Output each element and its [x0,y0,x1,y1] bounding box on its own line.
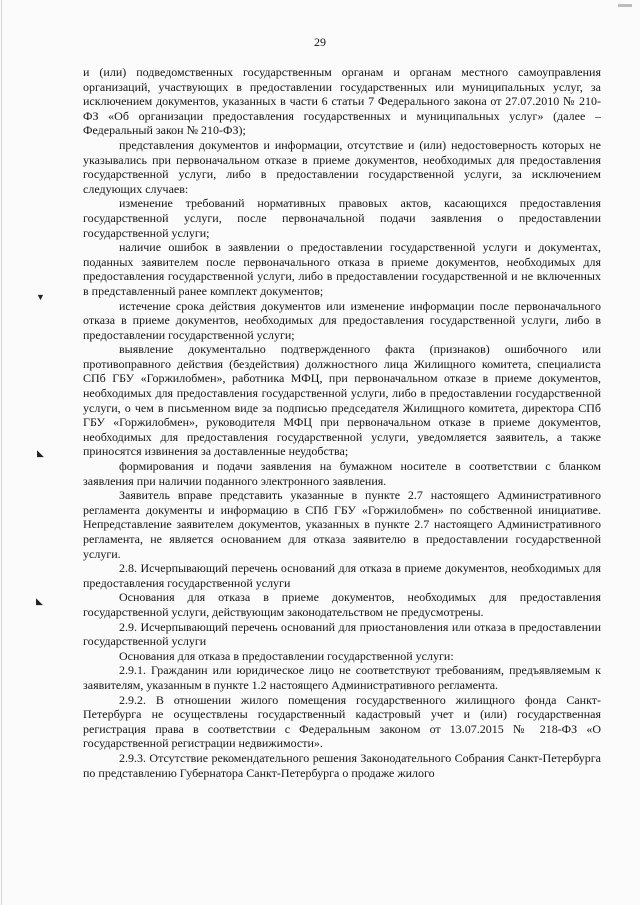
document-body [83,65,601,780]
scan-edge-line [1,0,2,905]
paragraph: выявление документально подтвержденного факта (признаков) ошибочного или противоправного действия (бездействия) должностного лица Жилищного комитета, специалиста СПб ГБУ «Горжилобмен», работника МФЦ, при первоначальном отказе в приеме документов, необходимых для предоставления государственной услуги, либо в предоставлении государственной услуги, о чем в письменном виде за подписью председателя Жилищного комитета, директора СПб ГБУ «Горжилобмен», руководителя МФЦ при первоначальном отказе в приеме документов, необходимых для предоставления государственной услуги, уведомляется заявитель, а также приносятся извинения за доставленные неудобства; [83,342,601,459]
paragraph: 2.9.2. В отношении жилого помещения государственного жилищного фонда Санкт-Петербурга не осуществлены государственный кадастровый учет и (или) государственная регистрация права в соответствии с Федеральным законом от 13.07.2015 № 218-ФЗ «О государственной регистрации недвижимости». [83,692,601,751]
paragraph: Основания для отказа в приеме документов, необходимых для предоставления государственной услуги, действующим законодательством не предусмотрены. [83,590,601,619]
section-heading: 2.8. Исчерпывающий перечень оснований для отказа в приеме документов, необходимых для предоставления государственной услуги [83,561,601,590]
margin-mark-icon: ◣ [36,596,43,606]
paragraph: изменение требований нормативных правовых актов, касающихся предоставления государственной услуги, после первоначальной подачи заявления о предоставлении государственной услуги; [83,196,601,240]
paragraph: 2.9.3. Отсутствие рекомендательного решения Законодательного Собрания Санкт-Петербурга по представлению Губернатора Санкт-Петербурга о продаже жилого [83,750,601,780]
paragraph: 2.9.1. Гражданин или юридическое лицо не соответствуют требованиям, предъявляемым к заявителям, указанным в пункте 1.2 настоящего Административного регламента. [83,663,601,692]
page-number: 29 [314,35,326,49]
paragraph: истечение срока действия документов или изменение информации после первоначального отказа в приеме документов, необходимых для предоставления государственной услуги, либо в предоставлении государственной услуги; [83,298,601,342]
paragraph: и (или) подведомственных государственным органам и органам местного самоуправления организаций, участвующих в предоставлении государственных или муниципальных услуг, за исключением документов, указанных в части 6 статьи 7 Федерального закона от 27.07.2010 № 210-ФЗ «Об организации предоставления государственных и муниципальных услуг» (далее – Федеральный закон № 210-ФЗ); [83,65,601,138]
margin-arrow-icon: ▼ [36,292,45,302]
section-heading: 2.9. Исчерпывающий перечень оснований для приостановления или отказа в предоставлении государственной услуги [83,619,601,649]
paragraph: наличие ошибок в заявлении о предоставлении государственной услуги и документах, поданных заявителем после первоначального отказа в приеме документов, необходимых для предоставления государственной услуги, либо в предоставлении государственной и не включенных в представленный ранее комплект документов; [83,240,601,298]
scan-corner-mark [618,4,632,7]
margin-mark-icon: ◣ [37,448,44,458]
paragraph: формирования и подачи заявления на бумажном носителе в соответствии с бланком заявления при наличии поданного электронного заявления. [83,459,601,488]
paragraph: Основания для отказа в предоставлении государственной услуги: [119,648,454,663]
paragraph: Заявитель вправе представить указанные в пункте 2.7 настоящего Административного регламента документы и информацию в СПб ГБУ «Горжилобмен» по собственной инициативе. Непредставление заявителем документов, указанных в пункте 2.7 настоящего Административного регламента, не является основанием для отказа заявителю в предоставлении государственной услуги. [83,488,601,561]
paragraph: представления документов и информации, отсутствие и (или) недостоверность которых не указывались при первоначальном отказе в приеме документов, необходимых для предоставления государственной услуги, либо в предоставлении государственной услуги, за исключением следующих случаев: [83,137,601,196]
